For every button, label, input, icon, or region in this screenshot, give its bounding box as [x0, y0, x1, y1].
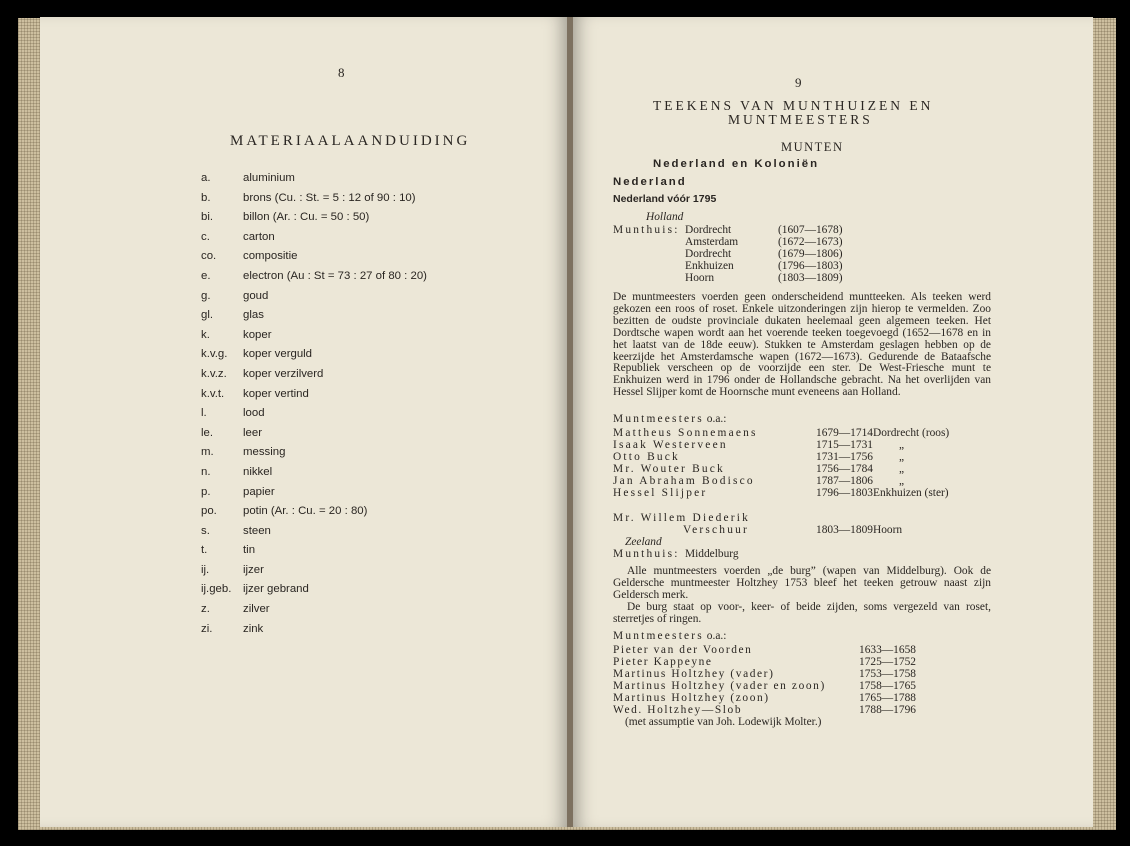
material-row	[201, 228, 427, 248]
muntmeester-place: Dordrecht (roos)	[873, 427, 950, 439]
muntmeester-name: Martinus Holtzhey (vader)	[613, 668, 775, 680]
munthuis-years: (1803—1809)	[778, 272, 843, 284]
material-row	[201, 620, 427, 640]
material-abbr: l.	[201, 407, 207, 420]
muntmeester-years: 1788—1796	[859, 704, 916, 716]
material-abbr: c.	[201, 230, 210, 243]
material-row	[201, 365, 427, 385]
muntmeesters-label-2	[613, 631, 726, 643]
material-abbr: k.v.t.	[201, 387, 225, 400]
material-abbr: k.v.z.	[201, 367, 227, 380]
material-list	[201, 169, 427, 639]
material-row	[201, 424, 427, 444]
material-abbr: b.	[201, 191, 211, 204]
material-name: brons (Cu. : St. = 5 : 12 of 90 : 10)	[243, 191, 416, 204]
material-abbr: co.	[201, 250, 217, 263]
munthuis-label-2: Munthuis:	[613, 548, 680, 560]
munthuis-years: (1796—1803)	[778, 260, 843, 272]
muntmeester-name: Jan Abraham Bodisco	[613, 475, 755, 487]
label-suffix: o.a.:	[703, 630, 727, 642]
material-row	[201, 306, 427, 326]
material-row	[201, 580, 427, 600]
material-name: leer	[243, 426, 262, 439]
label-suffix: o.a.:	[703, 413, 727, 425]
material-name: koper verzilverd	[243, 367, 324, 380]
muntmeester-years: 1731—1756	[816, 451, 873, 463]
material-row	[201, 541, 427, 561]
material-row	[201, 189, 427, 209]
muntmeester-years: 1787—1806	[816, 475, 873, 487]
subsection-heading: Nederland en Koloniën	[653, 158, 820, 170]
material-abbr: ij.geb.	[201, 583, 232, 596]
right-page	[573, 17, 1093, 827]
material-name: papier	[243, 485, 275, 498]
muntmeester-name: Mr. Wouter Buck	[613, 463, 725, 475]
left-page-number: 8	[338, 65, 345, 80]
munthuis-years: (1679—1806)	[778, 248, 843, 260]
country-heading: Nederland	[613, 176, 687, 188]
material-name: electron (Au : St = 73 : 27 of 80 : 20)	[243, 269, 427, 282]
material-row	[201, 267, 427, 287]
material-name: steen	[243, 524, 271, 537]
muntmeester-name: Otto Buck	[613, 451, 680, 463]
willem-name-line2: Verschuur	[683, 524, 749, 536]
material-abbr: m.	[201, 446, 214, 459]
munthuis-zeeland: Middelburg	[685, 548, 739, 560]
material-name: nikkel	[243, 465, 273, 478]
material-row	[201, 404, 427, 424]
muntmeester-name: Isaak Westerveen	[613, 439, 728, 451]
province-holland: Holland	[646, 211, 684, 223]
material-name: messing	[243, 446, 286, 459]
section-heading: MUNTEN	[781, 140, 844, 154]
material-row	[201, 463, 427, 483]
material-name: tin	[243, 544, 256, 557]
material-abbr: e.	[201, 269, 211, 282]
material-row	[201, 600, 427, 620]
muntmeester-place: „	[899, 475, 905, 487]
willem-years: 1803—1809	[816, 524, 873, 536]
munthuis-place: Amsterdam	[685, 236, 739, 248]
material-abbr: t.	[201, 544, 208, 557]
muntmeester-years: 1715—1731	[816, 439, 873, 451]
munthuis-label: Munthuis:	[613, 224, 680, 236]
label-word: Muntmeesters	[613, 413, 704, 425]
muntmeester-name: Martinus Holtzhey (vader en zoon)	[613, 680, 826, 692]
muntmeester-name: Martinus Holtzhey (zoon)	[613, 692, 770, 704]
material-row	[201, 247, 427, 267]
muntmeesters-label-1	[613, 414, 726, 426]
label-word: Muntmeesters	[613, 630, 704, 642]
material-row	[201, 385, 427, 405]
footnote-assumptie: (met assumptie van Joh. Lodewijk Molter.)	[625, 716, 822, 728]
muntmeester-years: 1765—1788	[859, 692, 916, 704]
muntmeester-place: „	[899, 451, 905, 463]
material-name: lood	[243, 407, 265, 420]
right-page-number: 9	[795, 75, 802, 90]
muntmeester-years: 1753—1758	[859, 668, 916, 680]
material-abbr: ij.	[201, 563, 210, 576]
muntmeester-years: 1679—1714	[816, 427, 873, 439]
munthuis-years: (1672—1673)	[778, 236, 843, 248]
material-name: potin (Ar. : Cu. = 20 : 80)	[243, 505, 368, 518]
material-abbr: g.	[201, 289, 211, 302]
munthuis-place: Dordrecht	[685, 224, 732, 236]
province-zeeland: Zeeland	[625, 536, 662, 548]
material-row	[201, 169, 427, 189]
muntmeester-years: 1756—1784	[816, 463, 873, 475]
muntmeester-name: Pieter Kappeyne	[613, 656, 713, 668]
material-name: ijzer gebrand	[243, 583, 309, 596]
material-abbr: a.	[201, 172, 211, 184]
material-abbr: gl.	[201, 309, 214, 322]
paragraph-zeeland-1: Alle muntmeesters voerden „de burg” (wapen van Middelburg). Ook de Geldersche muntmeester Holtzhey 1753 bleef het teeken getrouw naast zijn Geldersch merk.	[613, 565, 991, 601]
material-abbr: k.	[201, 328, 210, 341]
left-page	[40, 17, 567, 827]
material-row	[201, 345, 427, 365]
muntmeester-name: Hessel Slijper	[613, 487, 708, 499]
muntmeester-years: 1725—1752	[859, 656, 916, 668]
material-name: glas	[243, 309, 264, 322]
material-abbr: zi.	[201, 622, 213, 635]
munthuis-place: Hoorn	[685, 272, 715, 284]
material-name: koper verguld	[243, 348, 313, 361]
muntmeester-years: 1633—1658	[859, 644, 916, 656]
material-row	[201, 287, 427, 307]
munthuis-place: Dordrecht	[685, 248, 732, 260]
material-name: koper	[243, 328, 272, 341]
material-row	[201, 483, 427, 503]
material-row	[201, 522, 427, 542]
material-abbr: k.v.g.	[201, 348, 228, 361]
muntmeester-name: Mattheus Sonnemaens	[613, 427, 758, 439]
material-name: goud	[243, 289, 269, 302]
material-row	[201, 502, 427, 522]
muntmeester-name: Pieter van der Voorden	[613, 644, 753, 656]
paragraph-zeeland-2: De burg staat op voor-, keer- of beide zijden, soms vergezeld van roset, sterretjes of ringen.	[613, 601, 991, 625]
material-row	[201, 208, 427, 228]
material-row	[201, 326, 427, 346]
muntmeester-place: „	[899, 463, 905, 475]
munthuis-years: (1607—1678)	[778, 224, 843, 236]
material-abbr: bi.	[201, 211, 214, 224]
material-heading: MATERIAALAANDUIDING	[230, 133, 471, 149]
material-abbr: n.	[201, 465, 211, 478]
material-name: zilver	[243, 603, 270, 616]
muntmeester-place: „	[899, 439, 905, 451]
material-abbr: s.	[201, 524, 210, 537]
munthuis-place: Enkhuizen	[685, 260, 734, 272]
material-row	[201, 443, 427, 463]
material-name: aluminium	[243, 172, 295, 184]
title-line-1: TEEKENS VAN MUNTHUIZEN EN	[653, 98, 934, 113]
material-name: compositie	[243, 250, 298, 263]
muntmeester-place: Enkhuizen (ster)	[873, 487, 949, 499]
muntmeester-years: 1758—1765	[859, 680, 916, 692]
material-abbr: le.	[201, 426, 214, 439]
material-name: billon (Ar. : Cu. = 50 : 50)	[243, 211, 370, 224]
material-row	[201, 561, 427, 581]
material-name: koper vertind	[243, 387, 309, 400]
period-heading: Nederland vóór 1795	[613, 193, 717, 205]
willem-name-line1: Mr. Willem Diederik	[613, 512, 750, 524]
material-name: zink	[243, 622, 264, 635]
muntmeester-years: 1796—1803	[816, 487, 873, 499]
material-name: ijzer	[243, 563, 264, 576]
willem-place: Hoorn	[873, 524, 903, 536]
material-abbr: po.	[201, 505, 217, 518]
material-abbr: p.	[201, 485, 211, 498]
paragraph-holland: De muntmeesters voerden geen onderscheidend muntteeken. Als teeken werd gekozen een roos of roset. Enkele uitzonderingen zijn hierop te vermelden. Zoo bezitten de oudste provinciale dukaten heelemaal geen algemeen teeken. Het Dordtsche wapen wordt aan het voerende teeken toegevoegd (1652—1678 en in het laatst van de 18de eeuw). Stukken te Amsterdam geslagen hebben op de keerzijde het Amsterdamsche wapen (1672—1673). Gedurende de Bataafsche Republiek verscheen op de voorzijde een ster. De West-Friesche munt te Enkhuizen werd in 1796 onder de Hollandsche gebracht. Na het overlijden van Hessel Slijper komt de Hoornsche munt eveneens aan Holland.	[613, 291, 991, 399]
title-line-2: MUNTMEESTERS	[728, 112, 873, 127]
material-name: carton	[243, 230, 275, 243]
muntmeester-name: Wed. Holtzhey—Slob	[613, 704, 743, 716]
material-abbr: z.	[201, 603, 210, 616]
